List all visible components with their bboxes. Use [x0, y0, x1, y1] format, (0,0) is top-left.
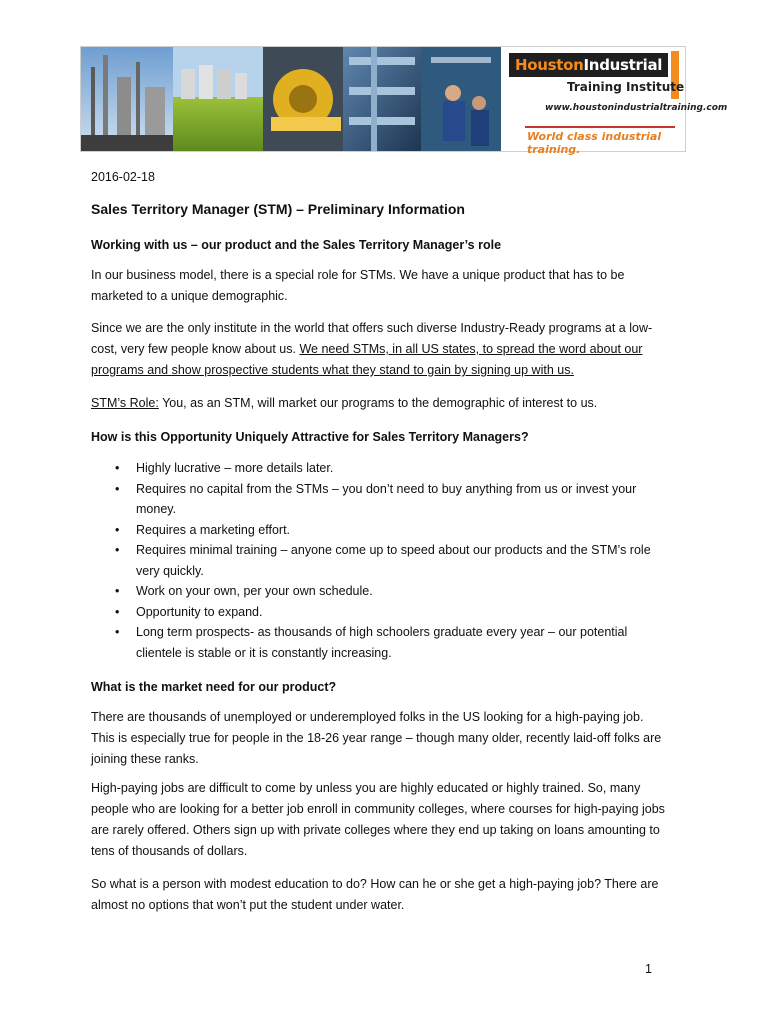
paragraph-unemployed: There are thousands of unemployed or underemployed folks in the US looking for a high-paying job. This is especially true for people in the 18-26 year range – though many older, recently laid-off folks are joining these ranks. — [91, 710, 662, 766]
brand-subtitle: Training Institute — [567, 80, 685, 94]
paragraph-business-model: In our business model, there is a special role for STMs. We have a unique product that has to be marketed to a unique demographic. — [91, 268, 625, 303]
list-item: • Requires minimal training – anyone come up to speed about our products and the STM’s role very quickly. — [91, 540, 651, 581]
stm-role-text: You, as an STM, will market our programs to the demographic of interest to us. — [158, 396, 598, 410]
bullet-icon: • — [115, 522, 120, 537]
brand-rule — [525, 126, 675, 128]
list-item: • Requires a marketing effort. — [91, 520, 651, 541]
brand-logo — [501, 47, 728, 156]
bullet-icon: • — [115, 604, 120, 619]
bullet-icon: • — [115, 461, 120, 475]
bullet-icon: • — [115, 625, 120, 639]
section-heading-market-need: What is the market need for our product? — [91, 680, 337, 694]
brand-tagline: World class industrial training. — [527, 130, 662, 156]
paragraph-high-paying-jobs: High-paying jobs are difficult to come by unless you are highly educated or highly trained. So, many people who are looking for a better job enroll in community colleges, where courses for high-paying jobs are rarely offered. Others sign up with private colleges where they end up taking on loans amounting to tens of thousands of dollars. — [91, 781, 665, 858]
paragraph-stm-role — [91, 393, 666, 414]
list-item: • Work on your own, per your own schedule. — [91, 581, 651, 602]
page-number: 1 — [645, 962, 652, 976]
industrial-photo-collage — [81, 47, 501, 151]
paragraph-unique-institute — [91, 318, 666, 381]
list-item: • Opportunity to expand. — [91, 602, 651, 623]
bullet-icon: • — [115, 584, 120, 598]
bullet-icon: • — [115, 543, 120, 557]
brand-url: www.houstonindustrialtraining.com — [545, 103, 728, 113]
document-title: Sales Territory Manager (STM) – Preliminary Information — [91, 201, 465, 217]
paragraph-unique-institute-text: Since we are the only institute in the world that offers such diverse Industry-Ready programs at a low-cost, very few people know about us. — [91, 321, 653, 356]
brand-name: HoustonIndustrial — [509, 53, 668, 77]
bullet-icon: • — [115, 481, 120, 496]
section-heading-role: Working with us – our product and the Sales Territory Manager’s role — [91, 238, 502, 252]
list-item: • Requires no capital from the STMs – you don’t need to buy anything from us or invest your money. — [91, 479, 651, 520]
paragraph-underlined-callout: We need STMs, in all US states, to spread the word about our programs and show prospective students what they stand to gain by signing up with us. — [91, 342, 643, 377]
paragraph-modest-education: So what is a person with modest education to do? How can he or she get a high-paying job? There are almost no options that won’t put the student under water. — [91, 877, 659, 912]
list-item: • Long term prospects- as thousands of high schoolers graduate every year – our potential clientele is stable or it is constantly increasing. — [91, 622, 651, 663]
stm-role-label: STM’s Role: — [91, 396, 159, 410]
document-date: 2016-02-18 — [91, 170, 155, 184]
header-banner — [80, 46, 728, 156]
list-item: • Highly lucrative – more details later. — [91, 458, 651, 479]
section-heading-opportunity: How is this Opportunity Uniquely Attractive for Sales Territory Managers? — [91, 430, 529, 444]
opportunity-bullet-list — [91, 458, 651, 663]
